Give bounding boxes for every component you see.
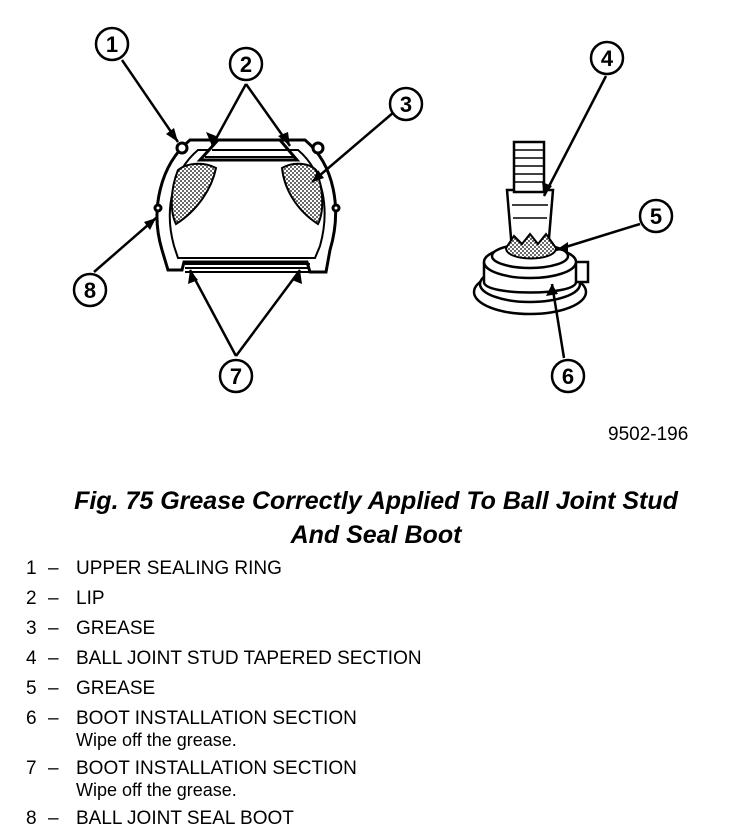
callout-5 bbox=[640, 200, 672, 232]
legend-text: GREASE bbox=[76, 618, 156, 639]
legend-dash: – bbox=[48, 558, 59, 579]
callout-1 bbox=[96, 28, 128, 60]
legend-dash: – bbox=[48, 808, 59, 829]
legend-text: BOOT INSTALLATION SECTION bbox=[76, 708, 357, 729]
legend-item bbox=[26, 758, 726, 800]
svg-text:7: 7 bbox=[229, 364, 243, 389]
svg-text:2: 2 bbox=[239, 52, 253, 77]
grease-area-right bbox=[282, 164, 322, 224]
legend-dash: – bbox=[48, 708, 59, 729]
callout-6 bbox=[552, 360, 584, 392]
legend-number: 3 bbox=[26, 618, 37, 639]
legend-number: 8 bbox=[26, 808, 37, 829]
legend-item bbox=[26, 558, 726, 580]
legend-text: BOOT INSTALLATION SECTION bbox=[76, 758, 357, 779]
legend-number: 1 bbox=[26, 558, 37, 579]
legend-dash: – bbox=[48, 588, 59, 609]
callout-4 bbox=[591, 42, 623, 74]
callout-8 bbox=[74, 274, 106, 306]
svg-text:4: 4 bbox=[600, 46, 614, 71]
legend-text: LIP bbox=[76, 588, 105, 609]
svg-text:3: 3 bbox=[399, 92, 413, 117]
legend-note: Wipe off the grease. bbox=[76, 730, 237, 750]
grease-area-left bbox=[172, 164, 216, 224]
figure-caption-line-1: Fig. 75 Grease Correctly Applied To Ball Joint Stud bbox=[74, 487, 678, 515]
callout-7 bbox=[220, 360, 252, 392]
legend-dash: – bbox=[48, 648, 59, 669]
legend-number: 6 bbox=[26, 708, 37, 729]
legend-text-block bbox=[76, 708, 726, 750]
legend-text: UPPER SEALING RING bbox=[76, 558, 282, 579]
figure-caption-line-2: And Seal Boot bbox=[290, 521, 462, 549]
legend-item bbox=[26, 808, 726, 830]
svg-text:6: 6 bbox=[561, 364, 575, 389]
legend-text-block bbox=[76, 758, 726, 800]
figure-id: 9502-196 bbox=[608, 424, 689, 445]
legend-number: 4 bbox=[26, 648, 37, 669]
legend-item bbox=[26, 708, 726, 750]
legend-item bbox=[26, 618, 726, 640]
ball-joint-stud bbox=[474, 142, 588, 314]
svg-text:1: 1 bbox=[105, 32, 119, 57]
legend-dash: – bbox=[48, 678, 59, 699]
legend-note: Wipe off the grease. bbox=[76, 780, 237, 800]
legend-number: 5 bbox=[26, 678, 37, 699]
legend-text: BALL JOINT SEAL BOOT bbox=[76, 808, 294, 829]
legend-item bbox=[26, 678, 726, 700]
svg-text:5: 5 bbox=[649, 204, 663, 229]
callout-3 bbox=[390, 88, 422, 120]
legend-list bbox=[26, 558, 726, 838]
legend-dash: – bbox=[48, 758, 59, 779]
legend-text: GREASE bbox=[76, 678, 156, 699]
grease-area-stud bbox=[506, 234, 556, 259]
callout-2 bbox=[230, 48, 262, 80]
legend-item bbox=[26, 588, 726, 610]
legend-dash: – bbox=[48, 618, 59, 639]
svg-text:8: 8 bbox=[83, 278, 97, 303]
legend-number: 7 bbox=[26, 758, 37, 779]
legend-item bbox=[26, 648, 726, 670]
legend-number: 2 bbox=[26, 588, 37, 609]
legend-text: BALL JOINT STUD TAPERED SECTION bbox=[76, 648, 422, 669]
